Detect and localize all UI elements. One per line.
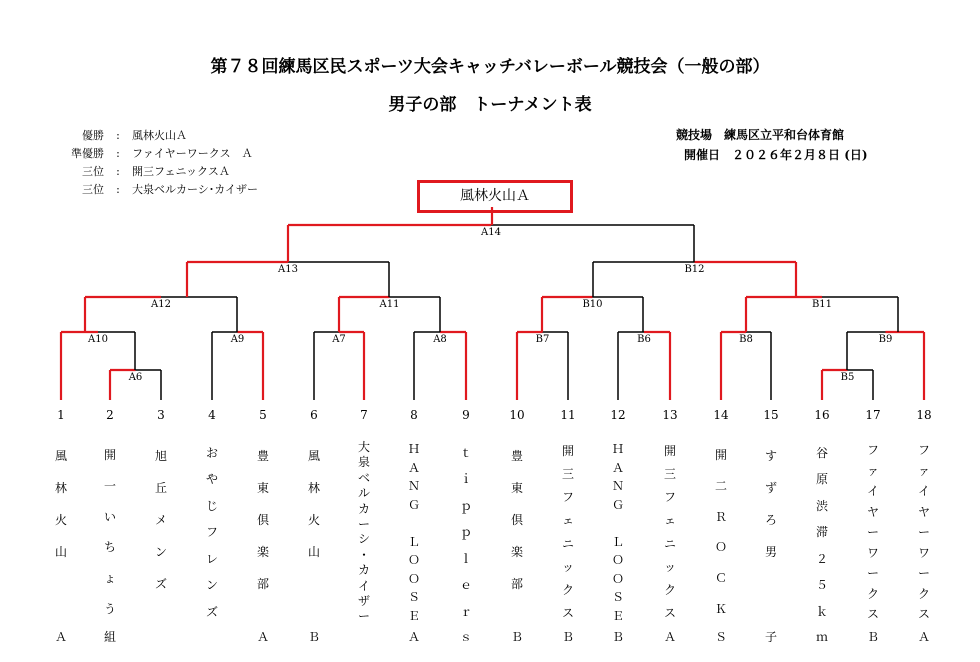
team-name: ｔ ｉ ｐ ｐ ｌ ｅ ｒ [459,446,472,619]
champion-box: 風林火山Ａ [417,180,573,213]
team-suffix: ｓ [459,630,472,644]
result-row: 準優勝 : ファイヤーワークス Ａ [71,147,253,160]
team-suffix: Ｓ [714,630,727,644]
team-name: お や じ フ レ ン ズ [205,446,218,619]
team-name: 開 三 フ ェ ニ ッ ク ス [561,444,574,620]
match-label: B11 [811,299,833,310]
team-suffix: 子 [764,630,777,644]
team-number: 6 [310,408,318,422]
team-name: 谷 原 渋 滞 ２ ５ ｋ [815,446,828,619]
result-row: 三位 : 開三フェニックスＡ [82,165,230,178]
team-number: 7 [360,408,368,422]
venue-row: 競技場 練馬区立平和台体育館 [676,128,845,142]
team-suffix: Ａ [256,630,269,644]
result-row: 三位 : 大泉ベルカーシ･カイザー [82,183,258,196]
team-suffix: Ａ [407,630,420,644]
team-name: 風 林 火 山 [307,449,320,559]
team-suffix: Ｂ [866,630,879,644]
match-label: A10 [88,334,108,345]
team-name: フ ァ イ ヤ ー ワ ー ク ス [917,443,930,622]
tournament-subtitle: 男子の部 トーナメント表 [388,95,592,115]
team-suffix: Ｂ [307,630,320,644]
team-number: 9 [462,408,470,422]
team-suffix: Ａ [917,630,930,644]
team-number: 15 [763,408,779,422]
match-label: A12 [151,299,171,310]
match-label: B10 [582,299,603,310]
match-label: A9 [230,334,245,345]
team-suffix: Ｂ [510,630,523,644]
match-label: A6 [128,372,143,383]
team-number: 3 [157,408,165,422]
tournament-title: 第７８回練馬区民スポーツ大会キャッチバレーボール競技会（一般の部） [210,57,770,77]
result-row: 優勝 : 風林火山Ａ [82,129,187,142]
match-label: B6 [637,334,651,345]
team-suffix: 組 [103,630,116,644]
team-name: 豊 東 倶 楽 部 [256,449,269,591]
team-name: 豊 東 倶 楽 部 [510,449,523,591]
team-number: 16 [814,408,830,422]
team-number: 8 [410,408,418,422]
team-name: 大 泉 ベ ル カ ー シ ・ カ イ ザ ー [357,440,370,624]
match-label: B8 [739,334,753,345]
team-name: 開 三 フ ェ ニ ッ ク ス [663,444,676,620]
team-suffix: ｍ [815,630,828,644]
match-label: A11 [379,299,400,310]
match-label: A14 [481,227,501,238]
match-label: B12 [684,264,705,275]
match-label: A8 [433,334,447,345]
team-name: フ ァ イ ヤ ー ワ ー ク ス [866,443,879,622]
team-name: Ｈ Ａ Ｎ Ｇ Ｌ Ｏ Ｏ Ｓ Ｅ [611,442,624,623]
date-row: 開催日 ２０２６年２月８日 (日) [684,148,868,162]
match-label: B9 [878,334,893,345]
team-number: 10 [509,408,525,422]
team-name: Ｈ Ａ Ｎ Ｇ Ｌ Ｏ Ｏ Ｓ Ｅ [407,442,420,623]
team-number: 5 [259,408,267,422]
team-number: 17 [865,408,881,422]
team-number: 11 [560,408,576,422]
match-label: B7 [535,334,550,345]
match-label: A7 [332,334,346,345]
team-suffix: Ｂ [611,630,624,644]
team-number: 14 [713,408,729,422]
team-name: 開 二 Ｒ Ｏ Ｃ Ｋ [714,448,727,617]
match-label: B5 [840,372,855,383]
team-name: 風 林 火 山 [54,449,67,559]
match-label: A13 [278,264,298,275]
team-name: 開 一 い ち ょ う [103,448,116,617]
team-number: 4 [208,408,216,422]
team-suffix: Ａ [54,630,67,644]
team-suffix: Ｂ [561,630,574,644]
team-number: 1 [57,408,65,422]
team-number: 2 [106,408,114,422]
team-suffix: Ａ [663,630,676,644]
team-number: 12 [610,408,626,422]
team-number: 13 [662,408,678,422]
team-name: す ず ろ 男 [764,449,777,559]
team-name: 旭 丘 メ ン ズ [154,449,167,591]
team-number: 18 [916,408,932,422]
